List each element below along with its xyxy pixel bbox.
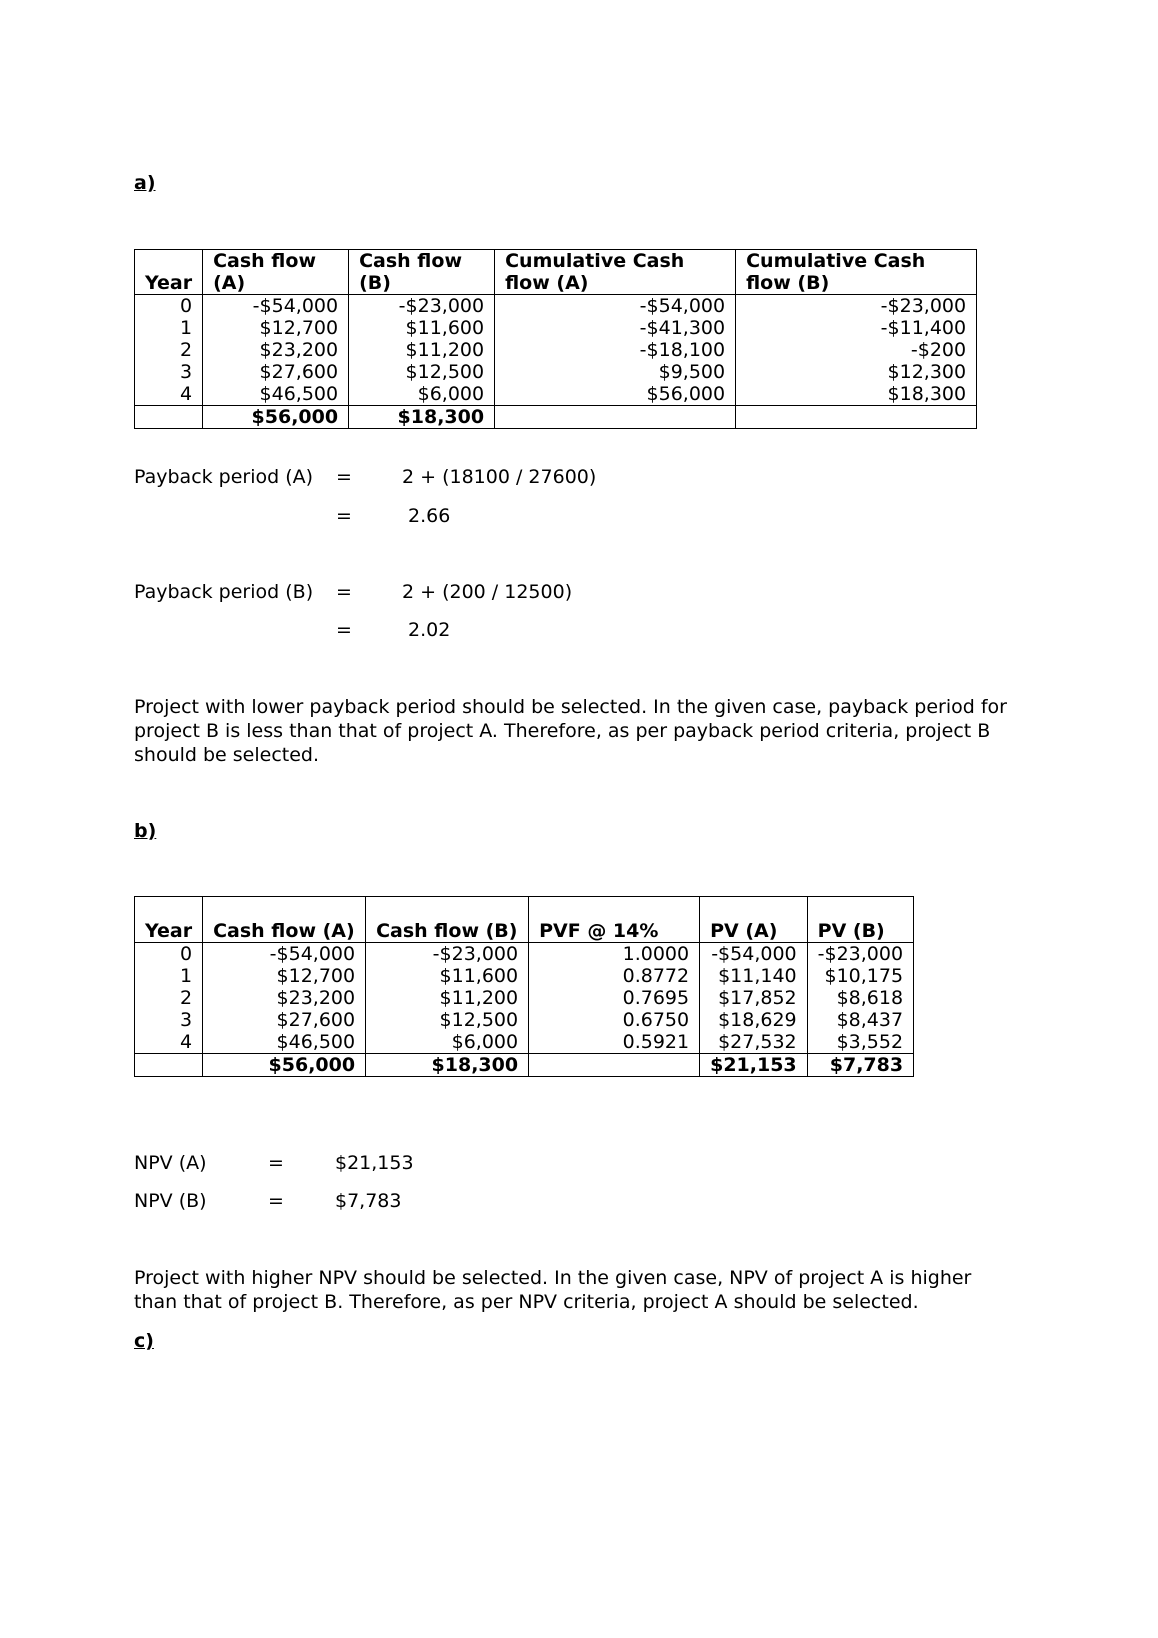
- total-cell: $56,000: [203, 406, 349, 429]
- table-cell: -$54,000: [203, 943, 366, 966]
- total-cell: $21,153: [700, 1054, 808, 1077]
- table-row: [135, 361, 977, 383]
- table-cell: 1: [135, 965, 203, 987]
- table-cell: $18,300: [736, 383, 977, 406]
- total-cell: [736, 406, 977, 429]
- npv-a-value: $21,153: [335, 1152, 414, 1174]
- table-cell: $11,600: [349, 317, 495, 339]
- col-header-cash-flow-b: Cash flow (B): [349, 250, 495, 295]
- total-cell: $18,300: [349, 406, 495, 429]
- table-cell: $46,500: [203, 1031, 366, 1054]
- table-row: [135, 339, 977, 361]
- table-cell: -$54,000: [700, 943, 808, 966]
- table-row: [135, 383, 977, 406]
- section-c-heading: c): [134, 1330, 154, 1352]
- table-cell: $3,552: [807, 1031, 913, 1054]
- table-cell: 0.8772: [529, 965, 700, 987]
- table-cell: $11,200: [366, 987, 529, 1009]
- table-cell: 0: [135, 943, 203, 966]
- col-header-pv-a: PV (A): [700, 897, 808, 943]
- col-header-pv-b: PV (B): [807, 897, 913, 943]
- table-cell: 0.7695: [529, 987, 700, 1009]
- table-cell: 3: [135, 361, 203, 383]
- table-cell: -$18,100: [495, 339, 736, 361]
- npv-b-label: NPV (B): [134, 1190, 207, 1212]
- table-cell: 0: [135, 295, 203, 318]
- table-row: [135, 1009, 914, 1031]
- table-cell: $8,618: [807, 987, 913, 1009]
- total-cell: $7,783: [807, 1054, 913, 1077]
- section-b-heading: b): [134, 820, 157, 842]
- table-row: [135, 317, 977, 339]
- table-cell: $12,700: [203, 317, 349, 339]
- payback-b-label: Payback period (B): [134, 581, 314, 603]
- table-cell: $9,500: [495, 361, 736, 383]
- col-header-pvf: PVF @ 14%: [529, 897, 700, 943]
- total-cell: [529, 1054, 700, 1077]
- table-cell: -$54,000: [203, 295, 349, 318]
- table-cell: -$200: [736, 339, 977, 361]
- table-cell: $17,852: [700, 987, 808, 1009]
- table-cell: $11,200: [349, 339, 495, 361]
- payback-a-result: 2.66: [408, 505, 451, 527]
- col-header-year: Year: [135, 897, 203, 943]
- table-row: [135, 965, 914, 987]
- payback-b-formula: 2 + (200 / 12500): [402, 581, 573, 603]
- table-cell: $27,532: [700, 1031, 808, 1054]
- total-row: [135, 1054, 914, 1077]
- table-cell: -$11,400: [736, 317, 977, 339]
- total-cell: $56,000: [203, 1054, 366, 1077]
- table-cell: $6,000: [366, 1031, 529, 1054]
- table-cell: $11,140: [700, 965, 808, 987]
- table-cell: $18,629: [700, 1009, 808, 1031]
- npv-a-label: NPV (A): [134, 1152, 207, 1174]
- table-cell: $10,175: [807, 965, 913, 987]
- table-cell: 4: [135, 1031, 203, 1054]
- col-header-cash-flow-b: Cash flow (B): [366, 897, 529, 943]
- table-cell: $27,600: [203, 361, 349, 383]
- table-cell: -$54,000: [495, 295, 736, 318]
- table-cell: $46,500: [203, 383, 349, 406]
- table-cell: 3: [135, 1009, 203, 1031]
- total-cell: [135, 406, 203, 429]
- payback-a-equals: =: [336, 466, 352, 488]
- table-row: [135, 943, 914, 966]
- table-cell: -$23,000: [366, 943, 529, 966]
- table-cell: $23,200: [203, 987, 366, 1009]
- total-cell: $18,300: [366, 1054, 529, 1077]
- table-cell: $12,500: [366, 1009, 529, 1031]
- npv-table: [134, 896, 914, 1077]
- npv-b-equals: =: [268, 1190, 284, 1212]
- payback-a-formula: 2 + (18100 / 27600): [402, 466, 597, 488]
- payback-conclusion: Project with lower payback period should be selected. In the given case, payback period for project B is less than that of project A. Therefore, as per payback period criteria, project B should be selected.: [134, 696, 1007, 766]
- col-header-year: Year: [135, 250, 203, 295]
- npv-a-equals: =: [268, 1152, 284, 1174]
- table-cell: $11,600: [366, 965, 529, 987]
- table-cell: 0.5921: [529, 1031, 700, 1054]
- table-cell: -$23,000: [736, 295, 977, 318]
- payback-b-equals: =: [336, 581, 352, 603]
- total-cell: [495, 406, 736, 429]
- table-cell: $12,700: [203, 965, 366, 987]
- payback-a-label: Payback period (A): [134, 466, 314, 488]
- col-header-cash-flow-a: Cash flow (A): [203, 250, 349, 295]
- payback-a-equals-2: =: [336, 505, 352, 527]
- table-cell: 0.6750: [529, 1009, 700, 1031]
- table-cell: $23,200: [203, 339, 349, 361]
- col-header-cumulative-a: Cumulative Cash flow (A): [495, 250, 736, 295]
- table-header-row: [135, 897, 914, 943]
- table-cell: 1.0000: [529, 943, 700, 966]
- table-row: [135, 987, 914, 1009]
- table-cell: $6,000: [349, 383, 495, 406]
- npv-b-value: $7,783: [335, 1190, 402, 1212]
- total-cell: [135, 1054, 203, 1077]
- table-cell: 2: [135, 987, 203, 1009]
- table-header-row: [135, 250, 977, 295]
- total-row: [135, 406, 977, 429]
- table-cell: 4: [135, 383, 203, 406]
- section-a-heading: a): [134, 172, 156, 194]
- npv-conclusion: Project with higher NPV should be selected. In the given case, NPV of project A is higher than that of project B. Therefore, as per NPV criteria, project A should be selected.: [134, 1267, 972, 1313]
- cumulative-cash-flow-table: [134, 249, 977, 429]
- table-cell: 1: [135, 317, 203, 339]
- table-row: [135, 295, 977, 318]
- table-row: [135, 1031, 914, 1054]
- table-cell: -$23,000: [349, 295, 495, 318]
- table-cell: -$23,000: [807, 943, 913, 966]
- table-cell: $12,500: [349, 361, 495, 383]
- table-cell: -$41,300: [495, 317, 736, 339]
- payback-b-result: 2.02: [408, 619, 451, 641]
- col-header-cumulative-b: Cumulative Cash flow (B): [736, 250, 977, 295]
- table-cell: $8,437: [807, 1009, 913, 1031]
- table-cell: 2: [135, 339, 203, 361]
- col-header-cash-flow-a: Cash flow (A): [203, 897, 366, 943]
- table-cell: $12,300: [736, 361, 977, 383]
- table-cell: $27,600: [203, 1009, 366, 1031]
- payback-b-equals-2: =: [336, 619, 352, 641]
- table-cell: $56,000: [495, 383, 736, 406]
